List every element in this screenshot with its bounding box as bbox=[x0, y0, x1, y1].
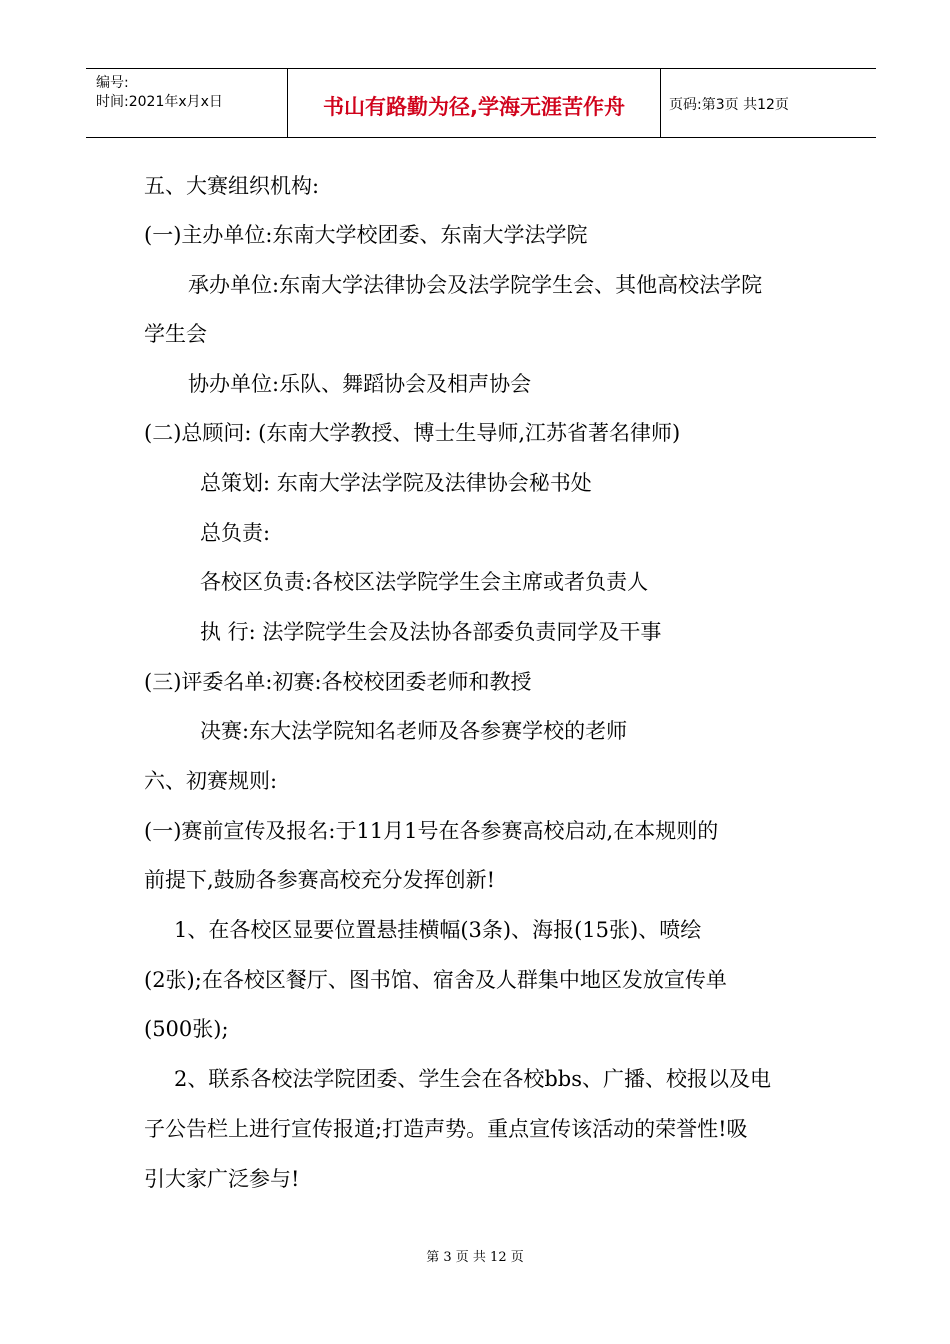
body-line: (2张);在各校区餐厅、图书馆、宿舍及人群集中地区发放宣传单 bbox=[144, 968, 727, 992]
body-line: 学生会 bbox=[144, 322, 207, 346]
section-heading: 五、大赛组织机构: bbox=[144, 174, 320, 198]
body-line: (一)赛前宣传及报名:于11月1号在各参赛高校启动,在本规则的 bbox=[144, 819, 719, 843]
document-number-label: 编号: bbox=[96, 75, 129, 91]
section-heading: 六、初赛规则: bbox=[144, 769, 278, 793]
header-motto: 书山有路勤为径,学海无涯苦作舟 bbox=[323, 95, 625, 119]
body-line: 引大家广泛参与! bbox=[144, 1167, 300, 1191]
header-page-info: 页码:第3页 共12页 bbox=[669, 97, 789, 113]
body-line: 各校区负责:各校区法学院学生会主席或者负责人 bbox=[200, 570, 649, 594]
page-header bbox=[86, 68, 876, 138]
document-time-label: 时间:2021年x月x日 bbox=[96, 94, 223, 110]
header-page-cell bbox=[661, 69, 876, 137]
body-line: 承办单位:东南大学法律协会及法学院学生会、其他高校法学院 bbox=[188, 273, 763, 297]
body-line: (三)评委名单:初赛:各校校团委老师和教授 bbox=[144, 670, 532, 694]
body-line: (二)总顾问: (东南大学教授、博士生导师,江苏省著名律师) bbox=[144, 421, 681, 445]
body-line: 前提下,鼓励各参赛高校充分发挥创新! bbox=[144, 868, 496, 892]
body-line: 总负责: bbox=[200, 521, 271, 545]
body-line: (一)主办单位:东南大学校团委、东南大学法学院 bbox=[144, 223, 588, 247]
body-line: 总策划: 东南大学法学院及法律协会秘书处 bbox=[200, 471, 592, 495]
body-line: 决赛:东大法学院知名老师及各参赛学校的老师 bbox=[200, 719, 628, 743]
body-line: (500张); bbox=[144, 1017, 229, 1041]
body-line: 1、在各校区显要位置悬挂横幅(3条)、海报(15张)、喷绘 bbox=[174, 918, 702, 942]
body-line: 协办单位:乐队、舞蹈协会及相声协会 bbox=[188, 372, 532, 396]
body-line: 子公告栏上进行宣传报道;打造声势。重点宣传该活动的荣誉性!吸 bbox=[144, 1117, 748, 1141]
header-meta bbox=[86, 69, 287, 137]
body-line: 2、联系各校法学院团委、学生会在各校bbs、广播、校报以及电 bbox=[174, 1067, 772, 1091]
page-footer: 第 3 页 共 12 页 bbox=[426, 1250, 524, 1265]
body-line: 执 行: 法学院学生会及法协各部委负责同学及干事 bbox=[200, 620, 662, 644]
header-motto-cell bbox=[287, 69, 661, 137]
